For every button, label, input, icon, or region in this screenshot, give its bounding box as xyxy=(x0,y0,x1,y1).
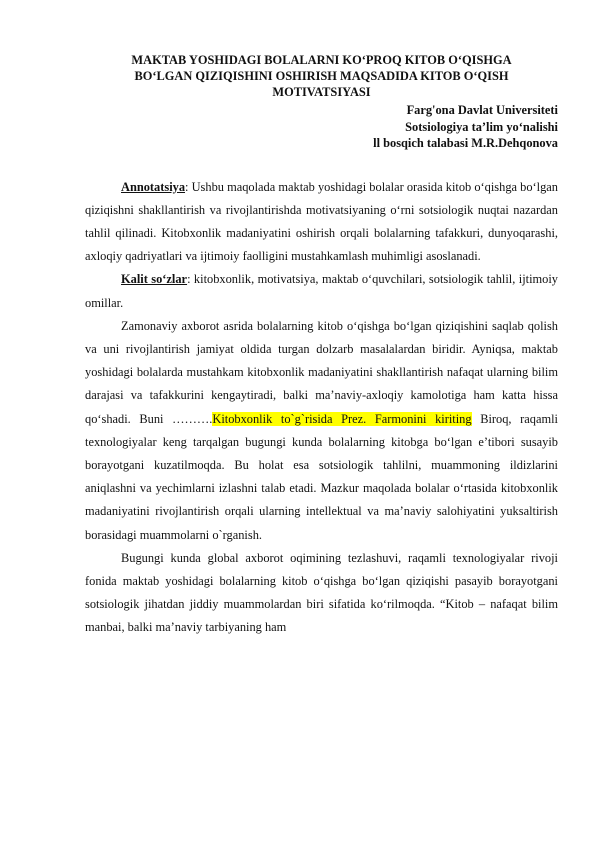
article-body xyxy=(85,176,558,640)
title-line: MOTIVATSIYASI xyxy=(272,85,371,99)
abstract-paragraph xyxy=(85,176,558,269)
keywords-text: : kitobxonlik, motivatsiya, maktab o‘quvchilari, sotsiologik tahlil, ijtimoiy omillar. xyxy=(85,272,558,310)
highlighted-note: Kitobxonlik to`g`risida Prez. Farmonini kiriting xyxy=(212,411,472,426)
para1-text-continued: Biroq, raqamli texnologiyalar keng tarqalgan bugungi kunda bolalarning kitobga bo‘lgan e’tibori susayib borayotgani kuzatilmoqda. Bu holat esa sotsiologik tahlilni, muammoning ildizlarini aniqlashni va yechimlarni izlashni talab etadi. Mazkur maqolada bolalar o‘rtasida kitobxonlik madaniyatini rivojlantirish orqali ularning intellektual va ma’naviy salohiyatini yuksaltirish borasidagi muammolarni o`rganish. xyxy=(85,411,558,542)
body-paragraph-2 xyxy=(85,547,558,640)
abstract-text: : Ushbu maqolada maktab yoshidagi bolalar orasida kitob o‘qishga bo‘lgan qiziqishni shakllantirish va rivojlantirishda motivatsiyaning o‘rni sotsiologik nuqtai nazardan tahlil qilinadi. Kitobxonlik madaniyatini oshirish orqali bolalarning tafakkuri, dunyoqarashi, axloqiy qadriyatlari va ijtimoiy faolligini mustahkamlash muhimligi asoslanadi. xyxy=(85,179,558,264)
abstract-label: Annotatsiya xyxy=(121,179,186,194)
body-paragraph-1 xyxy=(85,315,558,547)
author-student: ll bosqich talabasi M.R.Dehqonova xyxy=(373,136,558,150)
keywords-label: Kalit so‘zlar xyxy=(121,272,188,287)
article-title xyxy=(85,52,558,100)
author-faculty: Sotsiologiya ta’lim yo‘nalishi xyxy=(405,119,558,134)
author-university: Farg'ona Davlat Universiteti xyxy=(406,103,558,117)
title-line: MAKTAB YOSHIDAGI BOLALARNI KO‘PROQ KITOB O‘QISHGA xyxy=(131,53,512,67)
keywords-paragraph xyxy=(85,268,558,314)
para2-text: Bugungi kunda global axborot oqimining tezlashuvi, raqamli texnologiyalar rivoji fonida maktab yoshidagi bolalarning kitob o‘qishga bo‘lgan qiziqishi pasayib borayotgani sotsiologik jihatdan jiddiy muammolardan biri sifatida ko‘rilmoqda. “Kitob – nafaqat bilim manbai, balki ma’naviy tarbiyaning ham xyxy=(85,550,558,635)
para1-text: Zamonaviy axborot asrida bolalarning kitob o‘qishga bo‘lgan qiziqishini saqlab qolish va uni rivojlantirish jamiyat oldida turgan dolzarb masalalardan biridir. Ayniqsa, maktab yoshidagi bolalarda mustahkam kitobxonlik madaniyatini shakllantirish nafaqat ularning bilim darajasi va tafakkurini kengaytiradi, balki ma’naviy-axloqiy kamolotiga ham katta hissa qo‘shadi. Buni ………. xyxy=(85,318,558,426)
author-block xyxy=(85,102,558,152)
title-line: BO‘LGAN QIZIQISHINI OSHIRISH MAQSADIDA KITOB O‘QISH xyxy=(134,69,509,83)
